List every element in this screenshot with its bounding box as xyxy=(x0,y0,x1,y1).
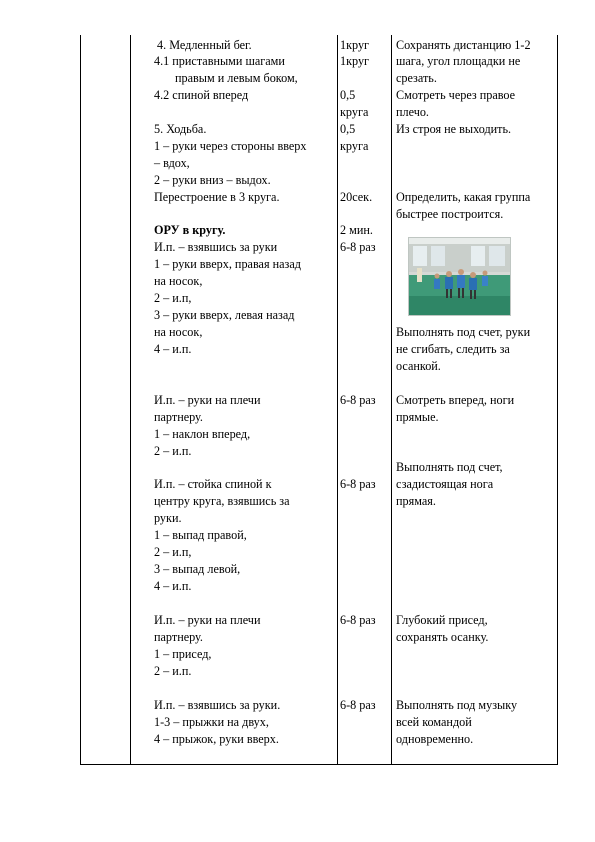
exercise-text: Перестроение в 3 круга. xyxy=(154,190,280,204)
exercise-text: 1 – руки через стороны вверх xyxy=(154,139,307,153)
exercise-text: руки. xyxy=(154,511,182,525)
exercise-text: И.п. – руки на плечи xyxy=(154,613,261,627)
notes-text: Смотреть вперед, ноги xyxy=(396,393,515,407)
exercise-text: 4.1 приставными шагами xyxy=(154,54,285,68)
exercise-text: 3 – руки вверх, левая назад xyxy=(154,308,295,322)
dosage-text: 1круг xyxy=(340,38,370,52)
exercise-text: правым и левым боком, xyxy=(175,71,298,85)
exercise-text: 2 – и.п, xyxy=(154,291,192,305)
notes-text: сохранять осанку. xyxy=(396,630,489,644)
column-divider xyxy=(337,35,338,764)
exercise-text: на носок, xyxy=(154,325,203,339)
dosage-text: 1круг xyxy=(340,54,370,68)
notes-text: прямая. xyxy=(396,494,436,508)
gym-photo xyxy=(408,237,511,316)
notes-text: срезать. xyxy=(396,71,437,85)
notes-text: сзадистоящая нога xyxy=(396,477,494,491)
exercise-text: 5. Ходьба. xyxy=(154,122,207,136)
notes-text: Выполнять под счет, xyxy=(396,460,503,474)
dosage-text: круга xyxy=(340,139,369,153)
column-divider xyxy=(391,35,392,764)
dosage-text: 6-8 раз xyxy=(340,613,376,627)
dosage-text: 6-8 раз xyxy=(340,393,376,407)
exercise-text: 1 – руки вверх, правая назад xyxy=(154,257,301,271)
notes-text: не сгибать, следить за xyxy=(396,342,510,356)
exercise-text: на носок, xyxy=(154,274,203,288)
notes-text: Сохранять дистанцию 1-2 xyxy=(396,38,531,52)
dosage-text: 6-8 раз xyxy=(340,477,376,491)
dosage-text: 0,5 xyxy=(340,88,356,102)
notes-text: быстрее построится. xyxy=(396,207,504,221)
notes-text: прямые. xyxy=(396,410,439,424)
notes-text: всей командой xyxy=(396,715,472,729)
notes-text: шага, угол площадки не xyxy=(396,54,521,68)
notes-text: Из строя не выходить. xyxy=(396,122,512,136)
notes-text: Определить, какая группа xyxy=(396,190,531,204)
notes-text: осанкой. xyxy=(396,359,441,373)
notes-text: Смотреть через правое xyxy=(396,88,516,102)
exercise-text: 2 – и.п. xyxy=(154,444,192,458)
exercise-text: 1 – выпад правой, xyxy=(154,528,247,542)
exercise-text: 4 – и.п. xyxy=(154,579,192,593)
exercise-text: партнеру. xyxy=(154,630,203,644)
dosage-text: 0,5 xyxy=(340,122,356,136)
exercise-text: 4.2 спиной вперед xyxy=(154,88,249,102)
exercise-text: И.п. – взявшись за руки. xyxy=(154,698,281,712)
exercise-text: 4. Медленный бег. xyxy=(157,38,252,52)
exercise-text: 1 – присед, xyxy=(154,647,212,661)
column-divider xyxy=(130,35,131,764)
dosage-text: 6-8 раз xyxy=(340,698,376,712)
notes-text: Выполнять под музыку xyxy=(396,698,518,712)
exercise-text: 4 – и.п. xyxy=(154,342,192,356)
exercise-text: 4 – прыжок, руки вверх. xyxy=(154,732,279,746)
dosage-text: круга xyxy=(340,105,369,119)
notes-text: плечо. xyxy=(396,105,429,119)
dosage-text: 2 мин. xyxy=(340,223,373,237)
exercise-text: 1 – наклон вперед, xyxy=(154,427,251,441)
notes-text: Выполнять под счет, руки xyxy=(396,325,531,339)
exercise-text: И.п. – руки на плечи xyxy=(154,393,261,407)
exercise-text: 1-3 – прыжки на двух, xyxy=(154,715,269,729)
exercise-text: 3 – выпад левой, xyxy=(154,562,241,576)
exercise-text: центру круга, взявшись за xyxy=(154,494,290,508)
exercise-text: 2 – и.п. xyxy=(154,664,192,678)
dosage-text: 6-8 раз xyxy=(340,240,376,254)
exercise-text: партнеру. xyxy=(154,410,203,424)
exercise-text: 2 – руки вниз – выдох. xyxy=(154,173,271,187)
exercise-text: 2 – и.п, xyxy=(154,545,192,559)
exercise-text: И.п. – стойка спиной к xyxy=(154,477,272,491)
notes-text: Глубокий присед, xyxy=(396,613,488,627)
section-heading: ОРУ в кругу. xyxy=(154,223,226,237)
notes-text: одновременно. xyxy=(396,732,474,746)
dosage-text: 20сек. xyxy=(340,190,373,204)
exercise-text: И.п. – взявшись за руки xyxy=(154,240,278,254)
gym-photo-image xyxy=(409,238,510,315)
exercise-text: – вдох, xyxy=(154,156,190,170)
